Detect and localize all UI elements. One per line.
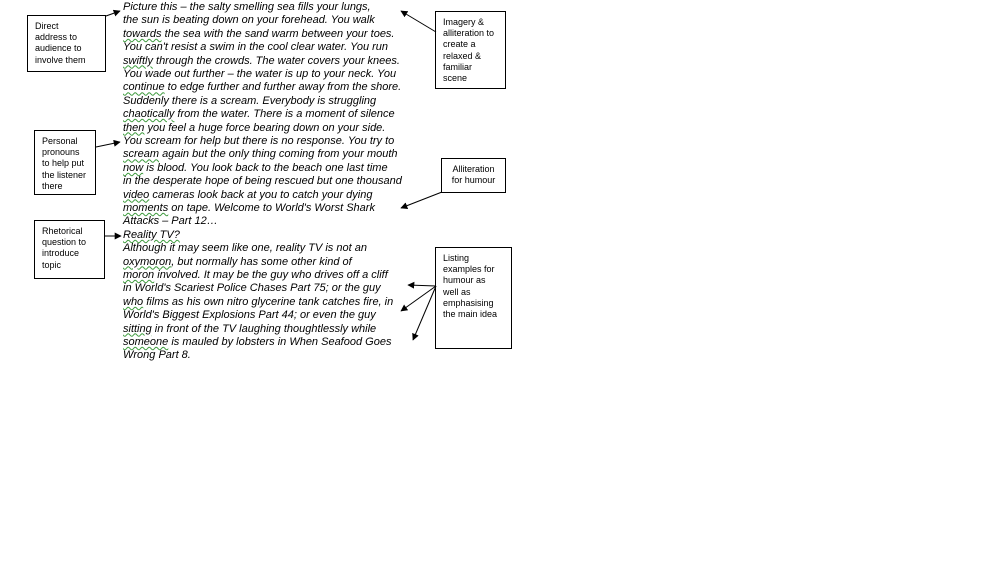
essay-text-run: World's Biggest Explosions Part 44; or even the guy [123,309,376,322]
note-listing-examples [435,247,512,349]
note-line: involve them [35,54,86,65]
arrow-alliteration-humour [401,192,442,208]
essay-text-run: again but the only thing coming from your mouth [159,148,398,161]
essay-line [123,148,398,161]
note-line: humour as [443,275,486,286]
essay-text-run: You scream for help but there is no response. You try to [123,135,395,147]
essay-line [123,309,376,322]
essay-line [123,189,372,202]
essay-text-run: to edge further and further away from the shore. [164,81,402,94]
essay-text-run: cameras look back at you to catch your dying [149,188,373,201]
note-line: examples for [443,264,495,275]
note-line: Rhetorical [42,226,83,236]
spellcheck-flagged-word: someone [123,336,169,348]
essay-text-run: You can't resist a swim in the cool clear water. You run [123,41,389,54]
essay-line [123,229,180,242]
essay-text-run: through the crowds. The water covers your knees. [152,54,400,67]
spellcheck-flagged-word: continue [123,81,165,94]
essay-text-run: in World's Scariest Police Chases Part 75; or the guy [123,282,381,295]
note-line: address to [35,32,78,43]
note-line: to help put [42,158,85,169]
essay-text-run: the sun is beating down on your forehead. You walk [123,14,375,27]
note-line: introduce [42,248,80,259]
essay-line [123,296,393,309]
essay-line [123,162,388,175]
arrow-imagery [401,11,436,32]
spellcheck-flagged-word: moments [123,202,169,214]
essay-text-run: , but normally has some other kind of [171,255,352,268]
spellcheck-flagged-word: sitting [123,322,152,335]
note-line: well as [443,286,471,297]
essay-line [123,269,388,282]
essay-line [123,202,375,215]
essay-text-run: Attacks – Part 12… [123,215,218,228]
note-line: familiar [443,61,473,72]
essay-line [123,68,396,81]
note-line: audience to [35,43,82,54]
essay-line [123,242,367,255]
essay-text-run: in the desperate hope of being rescued but one thousand [123,175,402,188]
essay-line [123,256,352,269]
essay-line [123,135,394,148]
spellcheck-flagged-word: scream [123,148,160,161]
essay-text-run: you feel a huge force bearing down on your side. [144,121,386,134]
essay-text-run: Picture this – the salty smelling sea fills your lungs, [123,1,371,13]
essay-line [123,215,218,228]
note-line: for humour [451,175,496,186]
essay-line [123,28,395,41]
note-line: Listing [443,253,470,263]
note-line: alliteration to [443,28,495,39]
essay-text-run: is blood. You look back to the beach one last time [143,161,388,174]
note-line: Direct [35,21,59,31]
spellcheck-flagged-word: Reality TV? [123,228,180,241]
essay-line [123,282,381,295]
spellcheck-flagged-word: towards [123,27,162,40]
spellcheck-flagged-word: then [123,121,145,134]
spellcheck-flagged-word: moron [123,269,155,281]
note-line: question to [42,237,87,248]
arrow-direct-address [106,11,120,16]
spellcheck-flagged-word: swiftly [123,54,153,67]
note-line: there [42,180,63,191]
note-line: relaxed & [443,50,482,61]
essay-line [123,81,401,94]
spellcheck-flagged-word: oxymoron [123,255,172,268]
essay-text-run: films as his own nitro glycerine tank catches fire, in [143,295,394,308]
note-line: the listener [42,169,87,180]
note-line: emphasising [443,297,494,308]
spellcheck-flagged-word: who [123,295,144,308]
essay-line [123,108,395,121]
note-personal-pronouns [34,130,96,195]
essay-text-run: Although it may seem like one, reality TV is not an [123,242,367,255]
essay-text-run: You wade out further – the water is up to your neck. You [123,68,397,80]
arrow-listing-1 [408,285,436,286]
spellcheck-flagged-word: video [123,188,150,201]
essay-line [123,55,400,68]
essay-line [123,14,375,27]
note-line: Imagery & [443,17,485,27]
essay-text-run: the sea with the sand warm between your toes. [161,27,395,40]
essay-text-run: from the water. There is a moment of silence [174,108,395,121]
essay-line [123,1,371,14]
note-line: create a [443,39,476,50]
essay-text-run: in front of the TV laughing thoughtlessly while [151,322,377,335]
note-line: the main idea [443,309,498,320]
essay-text-run: Wrong Part 8. [123,349,191,362]
essay-line [123,122,385,135]
note-line: pronouns [42,147,80,158]
spellcheck-flagged-word: chaotically [123,108,175,121]
essay-line [123,95,376,108]
note-line: scene [443,73,468,84]
note-line: Alliteration [452,164,495,174]
essay-text-run: Suddenly there is a scream. Everybody is struggling [123,94,377,107]
note-line: Personal [42,136,78,146]
arrow-personal-pronouns [96,142,120,147]
note-line: topic [42,259,62,270]
arrow-listing-3 [413,286,436,340]
essay-line [123,175,402,188]
note-direct-address [27,15,106,72]
note-rhetorical-question [34,220,105,279]
essay-text-run: on tape. Welcome to World's Worst Shark [168,202,375,214]
spellcheck-flagged-word: now [123,161,144,174]
essay-line [123,349,191,362]
essay-text-run: is mauled by lobsters in When Seafood Goes [168,336,392,348]
arrow-listing-2 [401,286,436,311]
essay-text-run: involved. It may be the guy who drives off a cliff [154,269,388,281]
essay-line [123,336,391,349]
note-imagery [435,11,506,89]
essay-line [123,323,376,336]
essay-line [123,41,388,54]
note-alliteration-humour [441,158,506,193]
